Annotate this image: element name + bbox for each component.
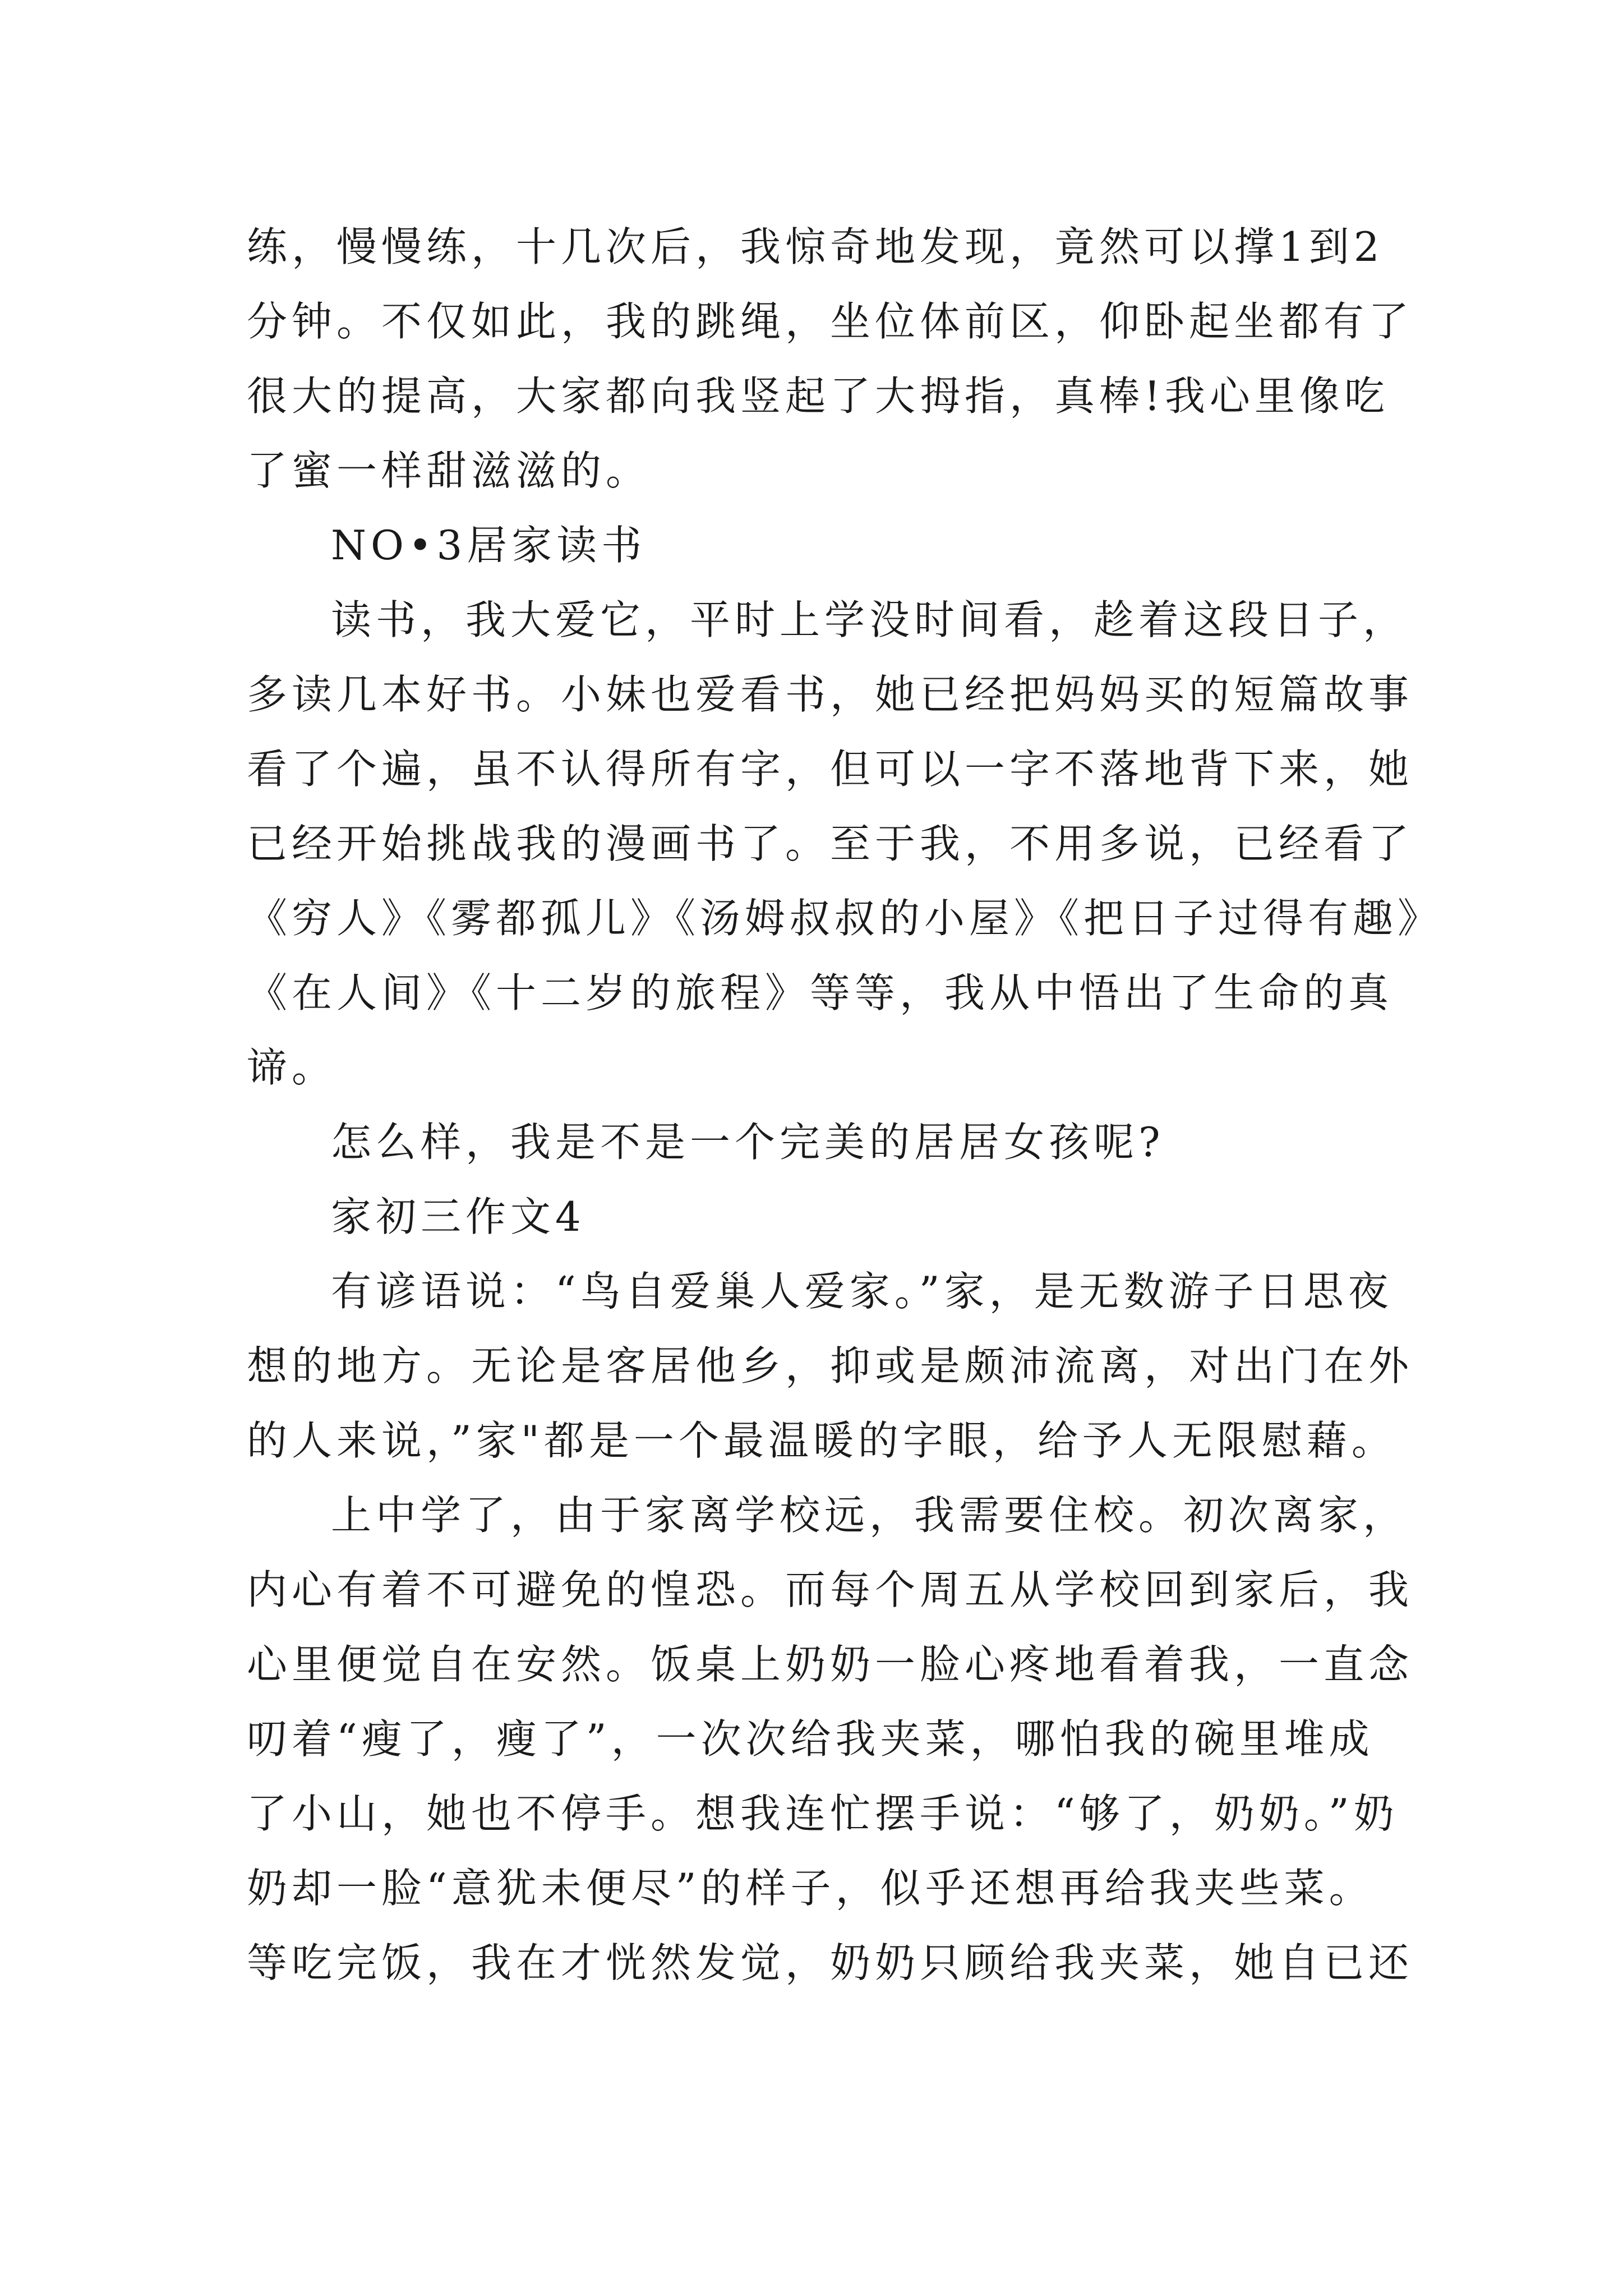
text-line: 谛。: [247, 1044, 337, 1091]
text-line: 内心有着不可避免的惶恐。而每个周五从学校回到家后，我: [247, 1566, 1414, 1613]
text-line: 《在人间》《十二岁的旅程》等等，我从中悟出了生命的真: [247, 969, 1394, 1016]
text-line: 看了个遍，虽不认得所有字，但可以一字不落地背下来，她: [247, 746, 1414, 793]
text-line: 了蜜一样甜滋滋的。: [247, 447, 651, 494]
text-line: 怎么样，我是不是一个完美的居居女孩呢?: [331, 1119, 1165, 1166]
section-heading: 家初三作文4: [331, 1193, 585, 1240]
text-line: 练，慢慢练，十几次后，我惊奇地发现，竟然可以撑1到2: [247, 223, 1384, 270]
text-line: 已经开始挑战我的漫画书了。至于我，不用多说，已经看了: [247, 820, 1414, 867]
text-line: 上中学了，由于家离学校远，我需要住校。初次离家，: [331, 1492, 1408, 1539]
text-line: 奶却一脸“意犹未便尽”的样子，似乎还想再给我夹些菜。: [247, 1865, 1374, 1912]
text-line: 的人来说，”家"都是一个最温暖的字眼，给予人无限慰藉。: [247, 1417, 1396, 1464]
text-line: 有谚语说：“鸟自爱巢人爱家。”家，是无数游子日思夜: [331, 1268, 1393, 1315]
text-line: 读书，我大爱它，平时上学没时间看，趁着这段日子，: [331, 596, 1408, 643]
text-line: 想的地方。无论是客居他乡，抑或是颇沛流离，对出门在外: [247, 1342, 1414, 1389]
text-line: 分钟。不仅如此，我的跳绳，坐位体前区，仰卧起坐都有了: [247, 298, 1414, 345]
text-line: 叨着“瘦了，瘦了”，一次次给我夹菜，哪怕我的碗里堆成: [247, 1715, 1374, 1763]
text-line: 心里便觉自在安然。饭桌上奶奶一脸心疼地看着我，一直念: [247, 1641, 1414, 1688]
section-heading: NO•3居家读书: [331, 522, 647, 569]
text-line: 很大的提高，大家都向我竖起了大拇指，真棒!我心里像吃: [247, 372, 1389, 420]
text-line: 了小山，她也不停手。想我连忙摆手说：“够了，奶奶。”奶: [247, 1790, 1399, 1837]
text-line: 多读几本好书。小妹也爱看书，她已经把妈妈买的短篇故事: [247, 671, 1414, 718]
text-line: 等吃完饭，我在才恍然发觉，奶奶只顾给我夹菜，她自已还: [247, 1939, 1414, 1986]
text-line: 《穷人》《雾都孤儿》《汤姆叔叔的小屋》《把日子过得有趣》: [247, 895, 1443, 942]
